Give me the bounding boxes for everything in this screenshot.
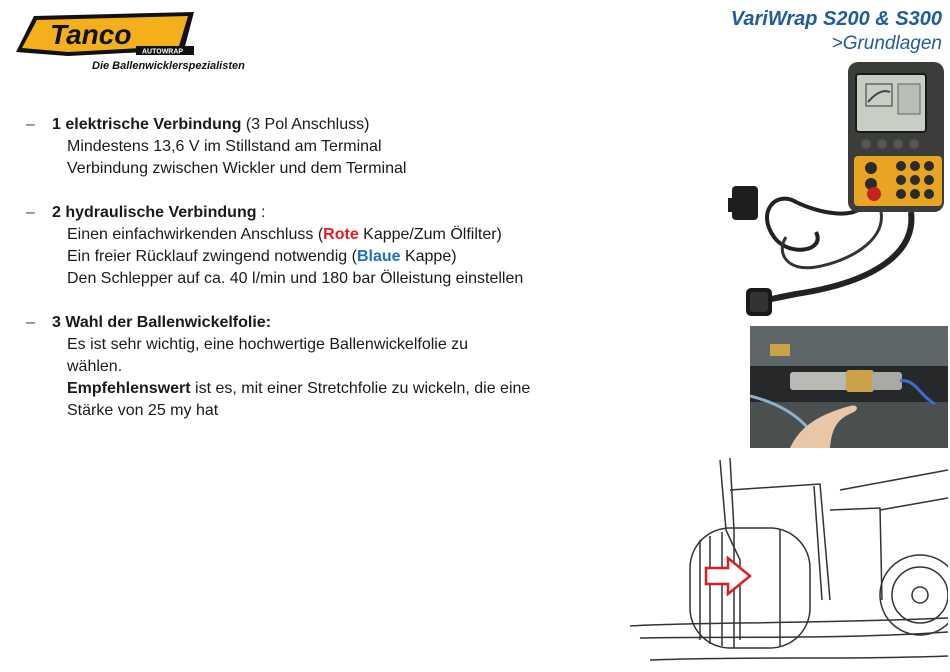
item-title-rest: : — [256, 204, 266, 221]
blue-cap-text: Blaue — [356, 248, 401, 265]
logo-sub-text: AUTOWRAP — [142, 48, 184, 56]
item-line: wählen. — [67, 358, 123, 375]
item-line: Empfehlenswert ist es, mit einer Stretchfolie zu wickeln, die eine — [67, 380, 531, 397]
dash-marker: – — [26, 116, 35, 133]
item-title: 1 elektrische Verbindung — [52, 116, 242, 133]
item-line: Einen einfachwirkenden Anschluss (Rote Kappe/Zum Ölfilter) — [67, 226, 502, 243]
item-title: 3 Wahl der Ballenwickelfolie: — [52, 314, 272, 331]
tractor-sketch-image — [630, 450, 948, 668]
list-item-film — [26, 312, 586, 422]
dash-marker: – — [26, 204, 35, 221]
terminal-image — [716, 62, 948, 320]
item-line: Stärke von 25 my hat — [67, 402, 219, 419]
content-list — [26, 114, 586, 444]
page-title: VariWrap S200 & S300 — [730, 8, 942, 30]
logo-tagline: Die Ballenwicklerspezialisten — [92, 60, 245, 72]
page-header — [731, 6, 942, 56]
item-title-rest: (3 Pol Anschluss) — [241, 116, 370, 133]
dash-marker: – — [26, 314, 35, 331]
list-item-electric — [26, 114, 586, 180]
item-line: Mindestens 13,6 V im Stillstand am Terminal — [67, 138, 382, 155]
item-title: 2 hydraulische Verbindung — [52, 204, 257, 221]
item-line: Es ist sehr wichtig, eine hochwertige Ballenwickelfolie zu — [67, 336, 469, 353]
item-line: Ein freier Rücklauf zwingend notwendig (Blaue Kappe) — [67, 248, 457, 265]
logo-brand-text: Tanco — [50, 19, 132, 50]
red-cap-text: Rote — [323, 226, 359, 243]
list-item-hydraulic — [26, 202, 586, 290]
item-line: Den Schlepper auf ca. 40 l/min und 180 bar Ölleistung einstellen — [67, 270, 524, 287]
hydraulic-coupling-image — [750, 326, 948, 448]
item-line: Verbindung zwischen Wickler und dem Terminal — [67, 160, 407, 177]
page-subtitle: >Grundlagen — [831, 33, 942, 54]
recommend-label: Empfehlenswert — [67, 380, 191, 397]
